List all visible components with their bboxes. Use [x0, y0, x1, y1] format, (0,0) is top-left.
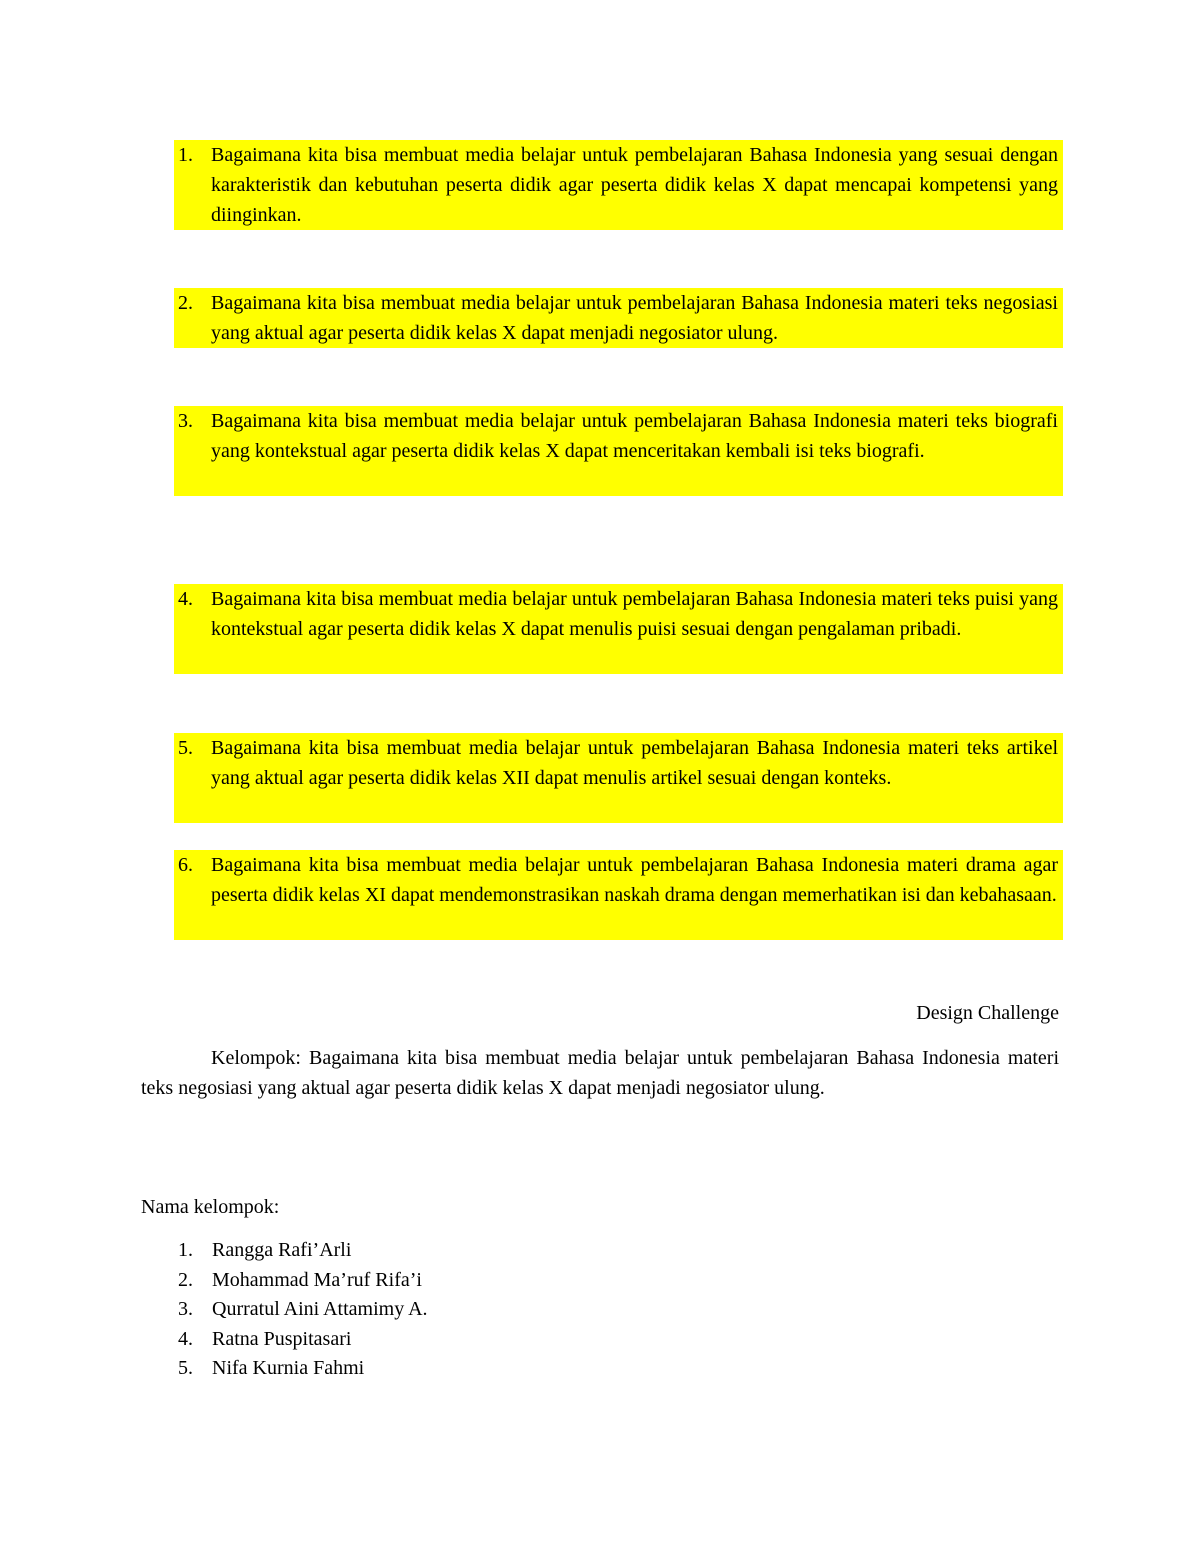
question-item-3: [174, 406, 1063, 496]
member-name: Ratna Puspitasari: [212, 1327, 352, 1350]
question-text: Bagaimana kita bisa membuat media belajar untuk pembelajaran Bahasa Indonesia yang sesuai dengan karakteristik dan kebutuhan peserta didik agar peserta didik kelas X dapat mencapai kompetensi yang diinginkan.: [211, 144, 1058, 226]
question-text: Bagaimana kita bisa membuat media belajar untuk pembelajaran Bahasa Indonesia materi teks artikel yang aktual agar peserta didik kelas XII dapat menulis artikel sesuai dengan konteks.: [211, 737, 1058, 789]
question-text: Bagaimana kita bisa membuat media belajar untuk pembelajaran Bahasa Indonesia materi teks biografi yang kontekstual agar peserta didik kelas X dapat menceritakan kembali isi teks biografi.: [211, 410, 1058, 462]
question-item-1: [174, 140, 1063, 230]
question-text: Bagaimana kita bisa membuat media belajar untuk pembelajaran Bahasa Indonesia materi drama agar peserta didik kelas XI dapat mendemonstrasikan naskah drama dengan memerhatikan isi dan kebahasaan.: [211, 854, 1058, 906]
question-number: 6.: [178, 854, 193, 876]
member-number: 3.: [178, 1298, 193, 1320]
question-number: 1.: [178, 144, 193, 166]
question-number: 5.: [178, 737, 193, 759]
question-text: Bagaimana kita bisa membuat media belajar untuk pembelajaran Bahasa Indonesia materi teks puisi yang kontekstual agar peserta didik kelas X dapat menulis puisi sesuai dengan pengalaman pribadi.: [211, 588, 1058, 640]
question-item-4: [174, 584, 1063, 674]
member-number: 5.: [178, 1357, 193, 1379]
member-name: Nifa Kurnia Fahmi: [212, 1357, 365, 1379]
question-item-5: [174, 733, 1063, 823]
member-name: Mohammad Ma’ruf Rifa’i: [212, 1268, 422, 1291]
design-challenge-paragraph: Kelompok: Bagaimana kita bisa membuat media belajar untuk pembelajaran Bahasa Indonesia materi teks negosiasi yang aktual agar peserta didik kelas X dapat menjadi negosiator ulung.: [141, 1047, 1059, 1099]
design-challenge-title: Design Challenge: [916, 1002, 1059, 1024]
member-number: 4.: [178, 1327, 193, 1350]
member-name: Rangga Rafi’Arli: [212, 1239, 352, 1261]
member-name: Qurratul Aini Attamimy A.: [212, 1298, 428, 1320]
question-item-6: [174, 850, 1063, 940]
question-number: 3.: [178, 410, 193, 432]
member-number: 2.: [178, 1268, 193, 1291]
question-number: 4.: [178, 588, 193, 610]
question-item-2: [174, 288, 1063, 348]
question-number: 2.: [178, 292, 193, 314]
group-names-label: Nama kelompok:: [141, 1196, 280, 1218]
member-number: 1.: [178, 1239, 193, 1261]
question-text: Bagaimana kita bisa membuat media belajar untuk pembelajaran Bahasa Indonesia materi teks negosiasi yang aktual agar peserta didik kelas X dapat menjadi negosiator ulung.: [211, 292, 1058, 344]
